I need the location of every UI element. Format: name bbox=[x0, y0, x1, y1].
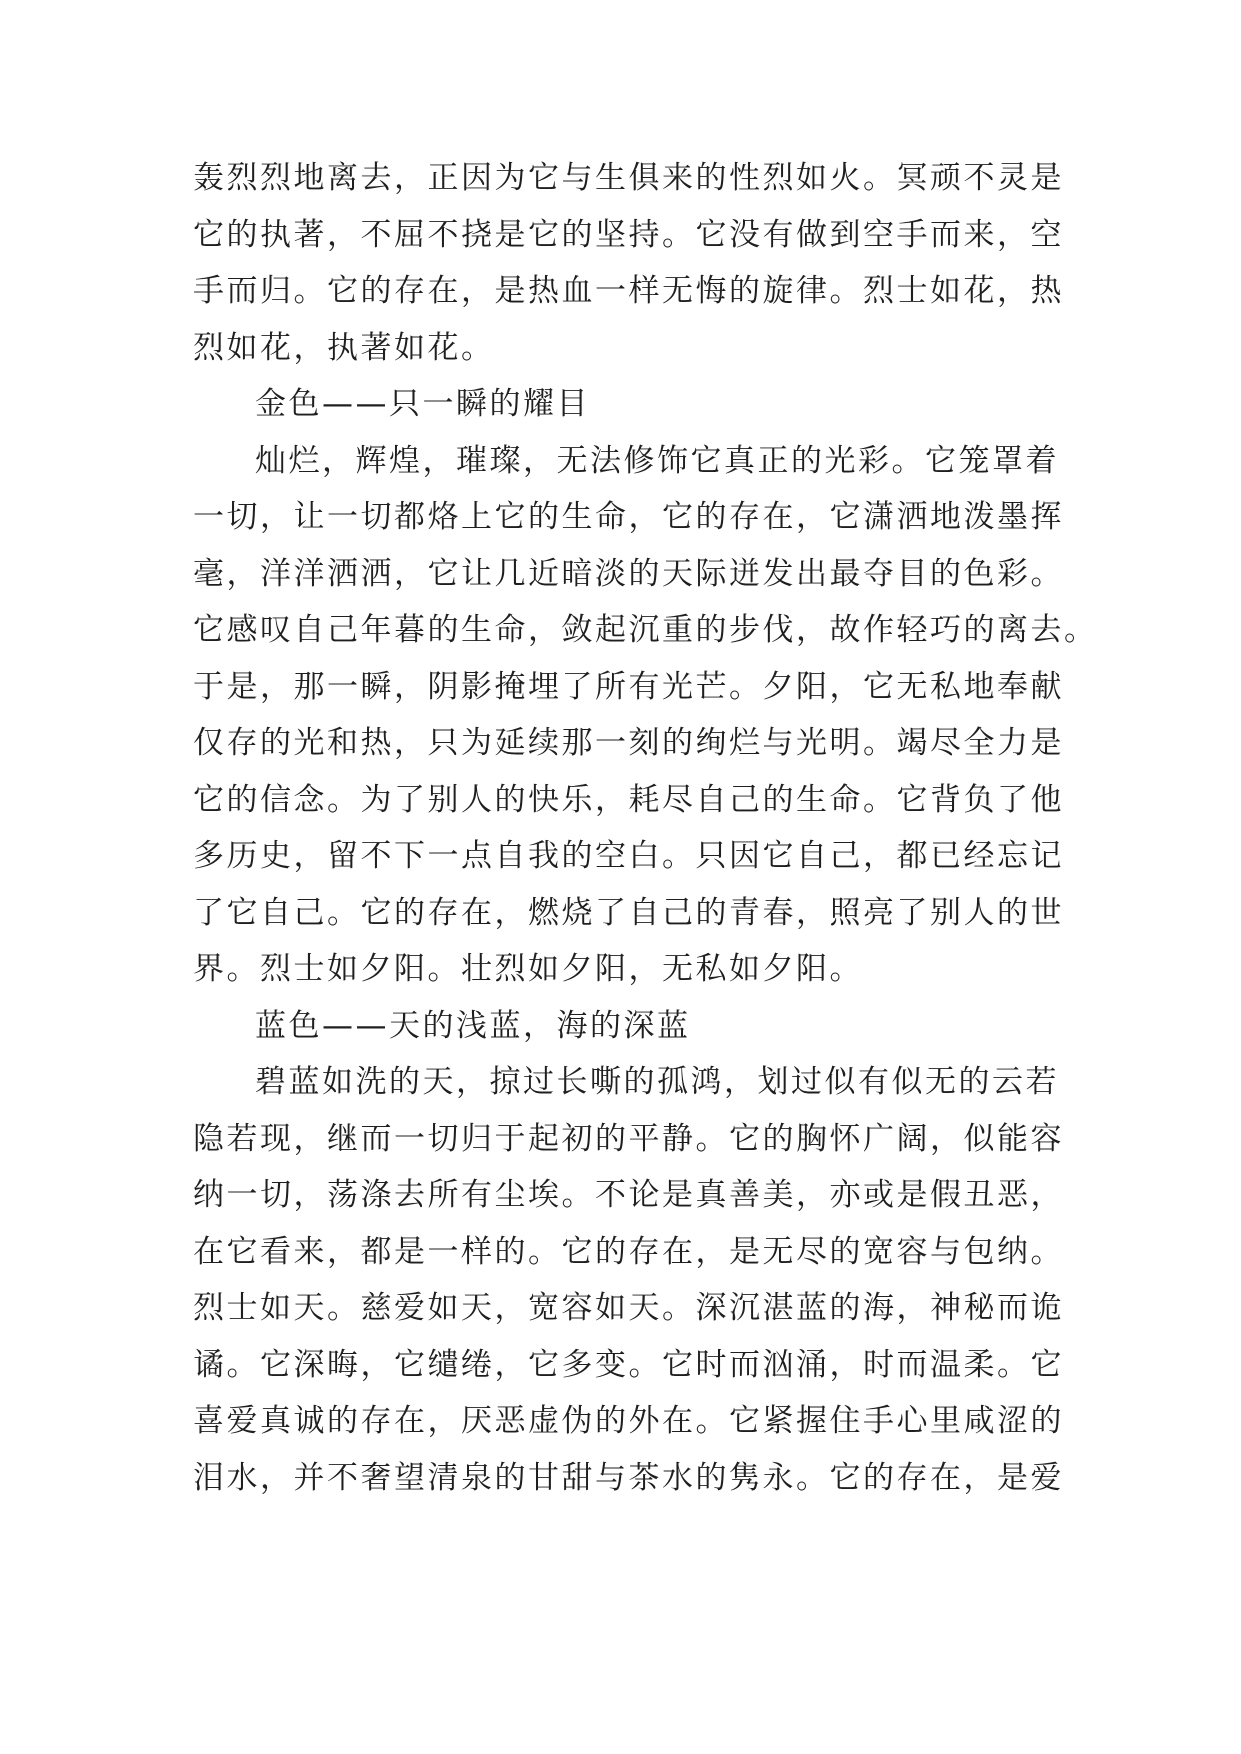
text-line: 谲。它深晦，它缱绻，它多变。它时而汹涌，时而温柔。它 bbox=[193, 1346, 1064, 1383]
section-heading-gold: 金色——只一瞬的耀目 bbox=[255, 386, 590, 422]
text-line: 隐若现，继而一切归于起初的平静。它的胸怀广阔，似能容 bbox=[193, 1120, 1064, 1157]
text-line: 一切，让一切都烙上它的生命，它的存在，它潇洒地泼墨挥 bbox=[193, 499, 1064, 535]
text-line: 毫，洋洋洒洒，它让几近暗淡的天际迸发出最夺目的色彩。 bbox=[193, 555, 1064, 592]
text-line: 了它自己。它的存在，燃烧了自己的青春，照亮了别人的世 bbox=[193, 894, 1064, 931]
text-line: 界。烈士如夕阳。壮烈如夕阳，无私如夕阳。 bbox=[193, 951, 863, 987]
text-line: 泪水，并不奢望清泉的甘甜与茶水的隽永。它的存在，是爱 bbox=[193, 1459, 1064, 1496]
section-heading-blue: 蓝色——天的浅蓝，海的深蓝 bbox=[255, 1007, 691, 1044]
text-line: 碧蓝如洗的天，掠过长嘶的孤鸿，划过似有似无的云若 bbox=[255, 1064, 1059, 1100]
text-line: 于是，那一瞬，阴影掩埋了所有光芒。夕阳，它无私地奉献 bbox=[193, 668, 1064, 705]
text-line: 烈如花，执著如花。 bbox=[193, 329, 495, 366]
text-line: 喜爱真诚的存在，厌恶虚伪的外在。它紧握住手心里咸涩的 bbox=[193, 1403, 1064, 1439]
text-line: 它感叹自己年暮的生命，敛起沉重的步伐，故作轻巧的离去。 bbox=[193, 612, 1098, 648]
text-line: 灿烂，辉煌，璀璨，无法修饰它真正的光彩。它笼罩着 bbox=[255, 442, 1059, 479]
text-line: 它的执著，不屈不挠是它的坚持。它没有做到空手而来，空 bbox=[193, 216, 1064, 253]
text-line: 在它看来，都是一样的。它的存在，是无尽的宽容与包纳。 bbox=[193, 1233, 1064, 1270]
text-line: 它的信念。为了别人的快乐，耗尽自己的生命。它背负了他 bbox=[193, 781, 1064, 818]
text-line: 烈士如天。慈爱如天，宽容如天。深沉湛蓝的海，神秘而诡 bbox=[193, 1290, 1064, 1326]
text-line: 手而归。它的存在，是热血一样无悔的旋律。烈士如花，热 bbox=[193, 273, 1064, 309]
text-line: 仅存的光和热，只为延续那一刻的绚烂与光明。竭尽全力是 bbox=[193, 725, 1064, 761]
text-line: 纳一切，荡涤去所有尘埃。不论是真善美，亦或是假丑恶， bbox=[193, 1177, 1064, 1213]
text-line: 轰烈烈地离去，正因为它与生俱来的性烈如火。冥顽不灵是 bbox=[193, 160, 1064, 196]
text-line: 多历史，留不下一点自我的空白。只因它自己，都已经忘记 bbox=[193, 838, 1064, 874]
body-text bbox=[193, 150, 1098, 1506]
